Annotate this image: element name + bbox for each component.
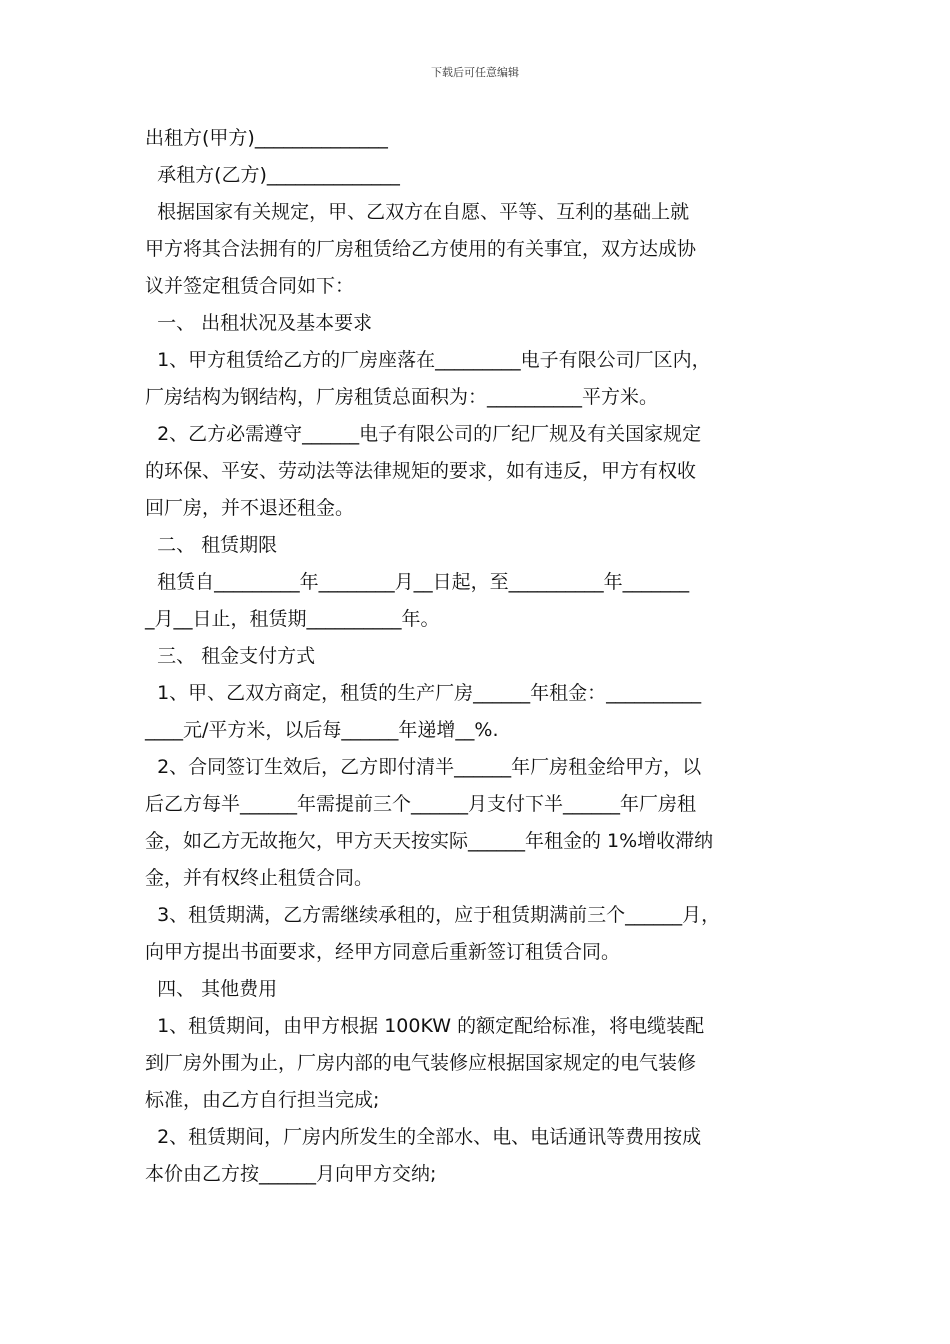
- text-line: 承租方(乙方)______________: [145, 164, 400, 186]
- text-line: 1、甲方租赁给乙方的厂房座落在_________电子有限公司厂区内，: [145, 349, 711, 371]
- text-line: 后乙方每半______年需提前三个______月支付下半______年厂房租: [145, 793, 697, 815]
- text-line: 金，如乙方无故拖欠，甲方天天按实际______年租金的 1%增收滞纳: [145, 830, 714, 852]
- contract-body: [145, 120, 810, 1193]
- section-heading: 一、 出租状况及基本要求: [145, 312, 373, 334]
- text-line: 出租方(甲方)______________: [145, 127, 388, 149]
- text-line: ____元/平方米，以后每______年递增__%.: [145, 719, 499, 741]
- text-line: 2、乙方必需遵守______电子有限公司的厂纪厂规及有关国家规定: [145, 423, 702, 445]
- text-line: 本价由乙方按______月向甲方交纳;: [145, 1163, 437, 1185]
- text-line: 厂房结构为钢结构，厂房租赁总面积为：__________平方米。: [145, 386, 659, 408]
- text-line: _月__日止，租赁期__________年。: [145, 608, 440, 630]
- section-heading: 四、 其他费用: [145, 978, 278, 1000]
- text-line: 标准，由乙方自行担当完成;: [145, 1089, 380, 1111]
- text-line: 2、合同签订生效后，乙方即付清半______年厂房租金给甲方，以: [145, 756, 702, 778]
- text-line: 租赁自_________年________月__日起，至__________年_______: [145, 571, 690, 593]
- text-line: 1、甲、乙双方商定，租赁的生产厂房______年租金：__________: [145, 682, 702, 704]
- text-line: 2、租赁期间，厂房内所发生的全部水、电、电话通讯等费用按成: [145, 1126, 702, 1148]
- text-line: 甲方将其合法拥有的厂房租赁给乙方使用的有关事宜，双方达成协: [145, 238, 697, 260]
- text-line: 向甲方提出书面要求，经甲方同意后重新签订租赁合同。: [145, 941, 621, 963]
- section-heading: 三、 租金支付方式: [145, 645, 316, 667]
- text-line: 1、租赁期间，由甲方根据 100KW 的额定配给标准，将电缆装配: [145, 1015, 705, 1037]
- page-header: 下载后可任意编辑: [431, 66, 519, 79]
- text-line: 议并签定租赁合同如下：: [145, 275, 355, 297]
- section-heading: 二、 租赁期限: [145, 534, 278, 556]
- text-line: 3、租赁期满，乙方需继续承租的，应于租赁期满前三个______月，: [145, 904, 721, 926]
- text-line: 的环保、平安、劳动法等法律规矩的要求，如有违反，甲方有权收: [145, 460, 697, 482]
- text-line: 金，并有权终止租赁合同。: [145, 867, 374, 889]
- text-line: 到厂房外围为止，厂房内部的电气装修应根据国家规定的电气装修: [145, 1052, 697, 1074]
- text-line: 回厂房，并不退还租金。: [145, 497, 355, 519]
- text-line: 根据国家有关规定，甲、乙双方在自愿、平等、互利的基础上就: [145, 201, 690, 223]
